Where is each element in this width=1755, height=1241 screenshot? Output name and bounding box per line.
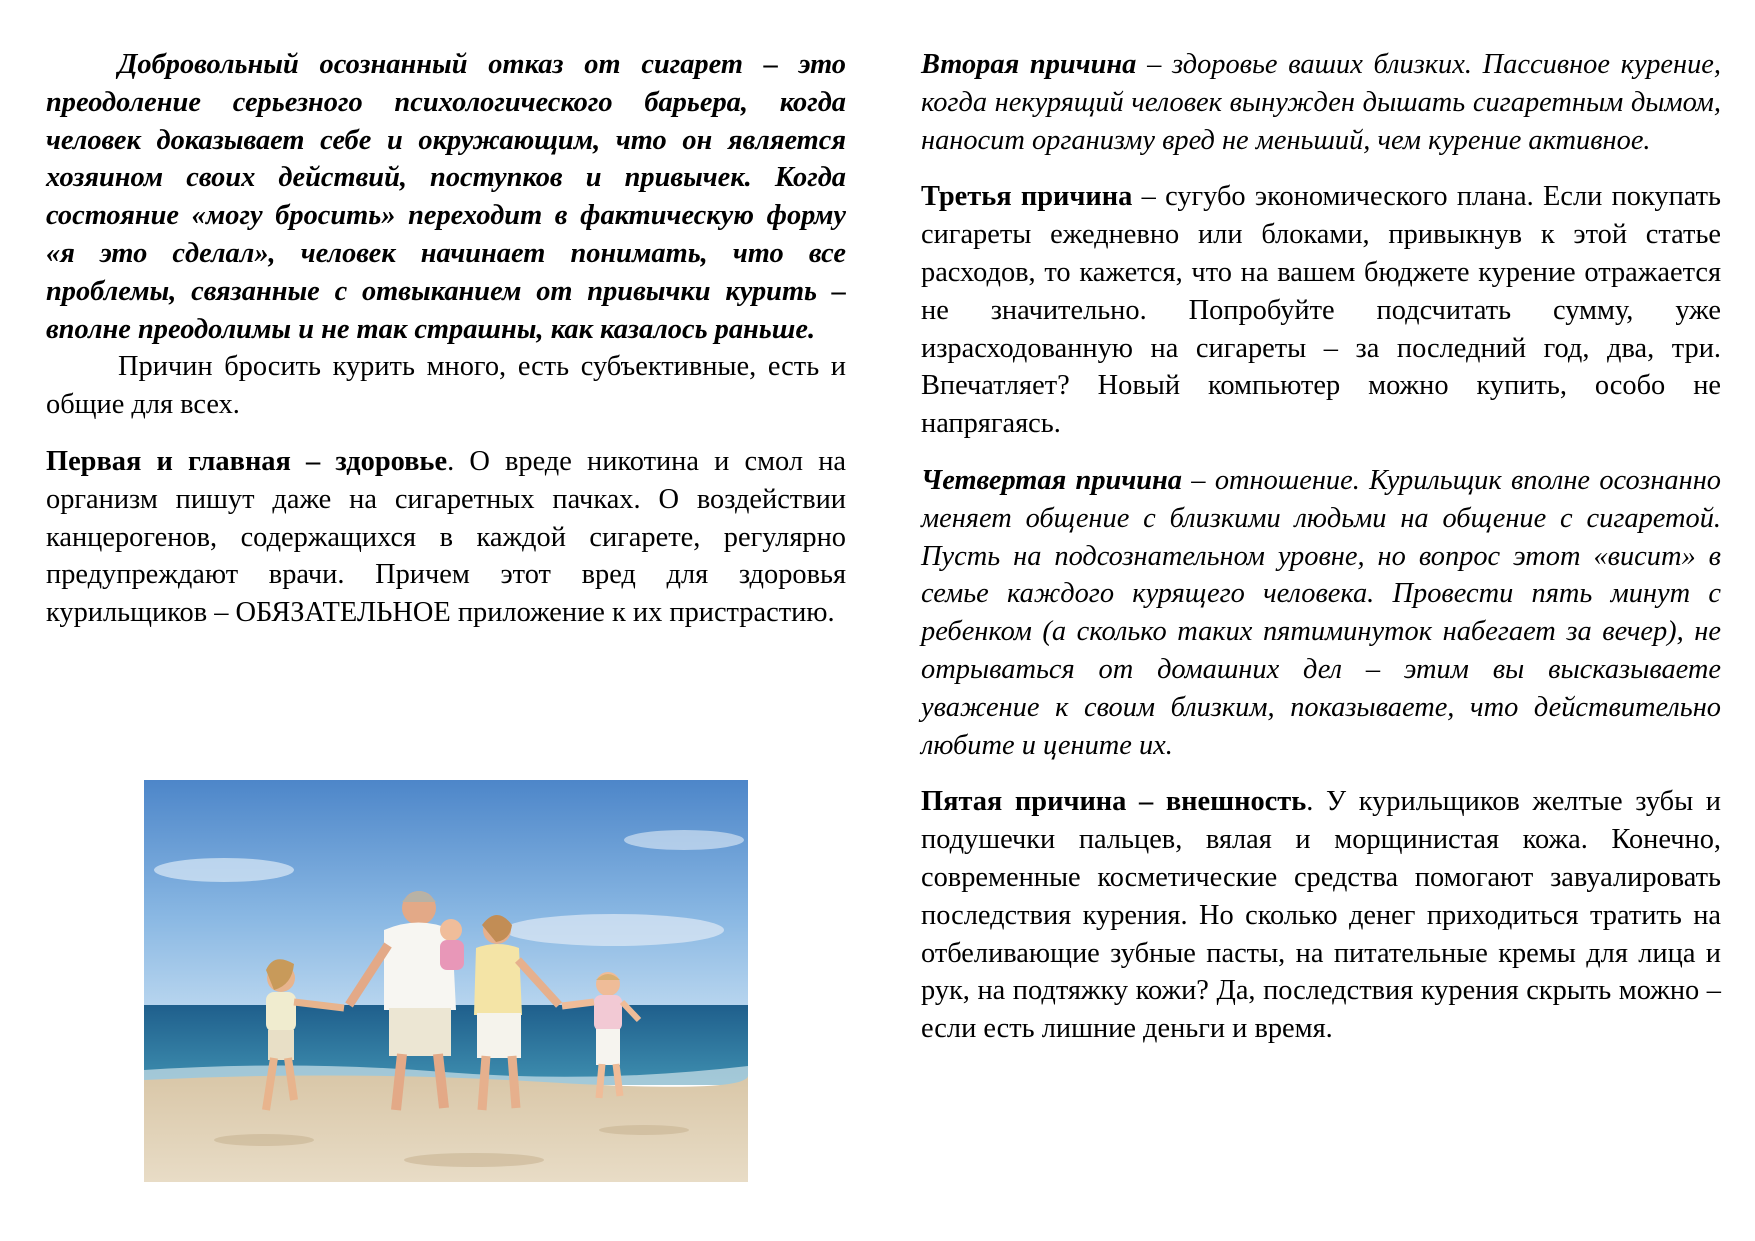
fifth-reason-heading: Пятая причина – внешность xyxy=(921,786,1307,818)
reasons-intro-paragraph: Причин бросить курить много, есть субъективные, есть и общие для всех. xyxy=(46,351,846,421)
first-reason-text: . О вреде никотина и смол на организм пишут даже на сигаретных пачках. О воздействии канцерогенов, содержащихся в каждой сигарете, регулярно предупреждают врачи. Причем этот вред для здоровья курильщиков – ОБЯЗАТЕЛЬНОЕ приложение к их пристрастию. xyxy=(46,445,846,629)
second-reason-heading: Вторая причина xyxy=(921,49,1137,80)
family-beach-illustration xyxy=(144,780,748,1182)
left-column xyxy=(46,46,846,632)
intro-paragraph: Добровольный осознанный отказ от сигарет – это преодоление серьезного психологического барьера, когда человек доказывает себе и окружающим, что он является хозяином своих действий, поступков и привычек. Когда состояние «могу бросить» переходит в фактическую форму «я это сделал», человек начинает понимать, что все проблемы, связанные с отвыканием от привычки курить – вполне преодолимы и не так страшны, как казалось раньше. xyxy=(46,49,846,345)
fourth-reason-heading: Четвертая причина xyxy=(921,464,1182,496)
first-reason-heading: Первая и главная – здоровье xyxy=(46,445,448,477)
fourth-reason-text: – отношение. Курильщик вполне осознанно меняет общение с близкими людьми на общение с сигаретой. Пусть на подсознательном уровне, но вопрос этот «висит» в семье каждого курящего человека. Провести пять минут с ребенком (а сколько таких пятиминуток набегает за вечер), не отрываться от домашних дел – этим вы высказываете уважение к своим близким, показываете, что действительно любите и цените их. xyxy=(921,464,1721,761)
third-reason-paragraph xyxy=(921,178,1721,443)
fifth-reason-text: . У курильщиков желтые зубы и подушечки пальцев, вялая и морщинистая кожа. Конечно, современные косметические средства помогают завуалировать последствия курения. Но сколько денег приходиться тратить на отбеливающие зубные пасты, на питательные кремы для лица и рук, на подтяжку кожи? Да, последствия курения скрыть можно – если есть лишние деньги и время. xyxy=(921,786,1721,1045)
second-reason-paragraph xyxy=(921,46,1721,159)
third-reason-text: – сугубо экономического плана. Если покупать сигареты ежедневно или блоками, привыкнув к этой статье расходов, то кажется, что на вашем бюджете курение отражается не значительно. Попробуйте подсчитать сумму, уже израсходованную на сигареты – за последний год, два, три. Впечатляет? Новый компьютер можно купить, особо не напрягаясь. xyxy=(921,181,1721,440)
fifth-reason-paragraph xyxy=(921,783,1721,1048)
family-beach-photo xyxy=(144,780,748,1182)
right-column xyxy=(921,46,1721,1048)
third-reason-heading: Третья причина xyxy=(921,181,1133,213)
fourth-reason-paragraph xyxy=(921,462,1721,764)
second-reason-text: – здоровье ваших близких. Пассивное курение, когда некурящий человек вынужден дышать сигаретным дымом, наносит организму вред не меньший, чем курение активное. xyxy=(921,49,1721,156)
first-reason-paragraph xyxy=(46,443,846,632)
